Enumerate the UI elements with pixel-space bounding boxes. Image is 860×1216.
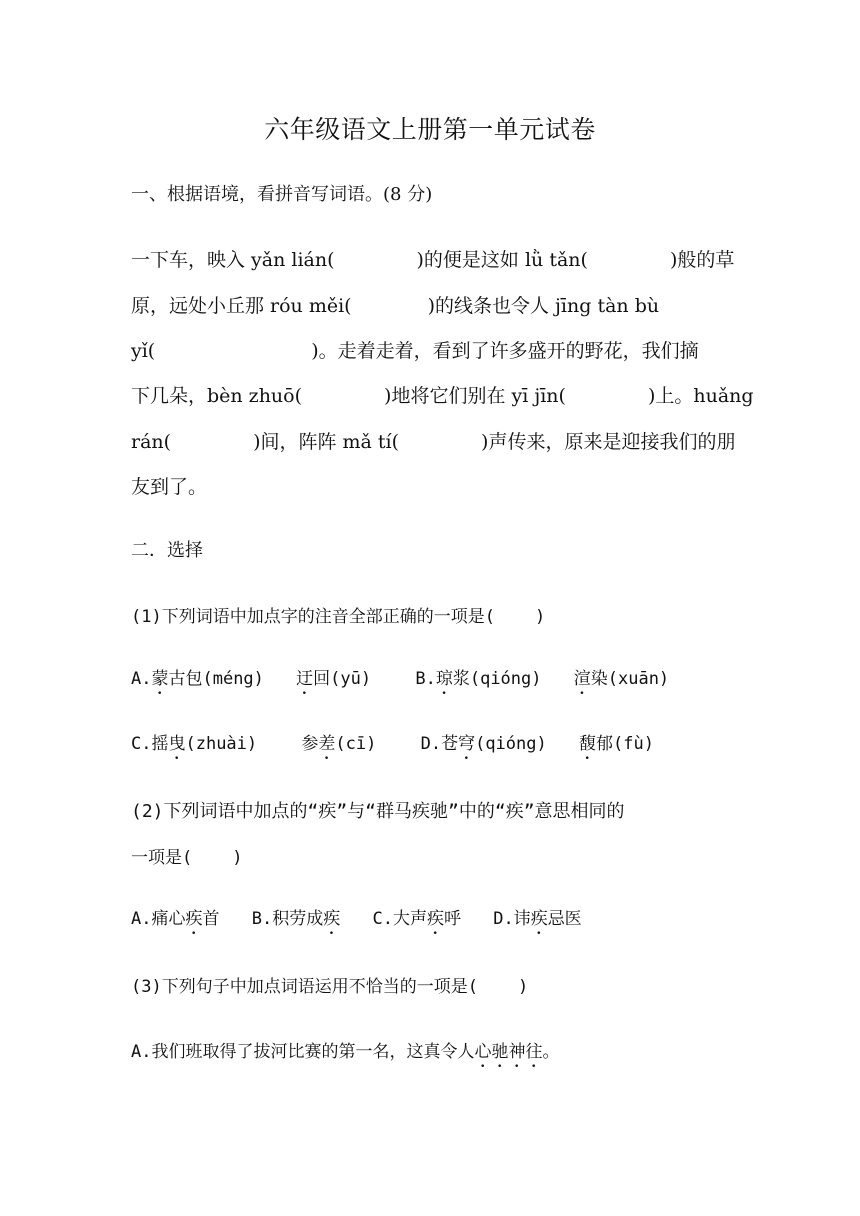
question-text: (3)下列句子中加点词语运用不恰当的一项是( [131, 977, 478, 997]
question-2-stem-line2 [131, 843, 243, 868]
option-D: D.讳疾忌医 [493, 909, 582, 929]
passage-text: )般的草 [669, 249, 735, 271]
passage-text: yǐ( [131, 340, 156, 362]
question-text: (1)下列词语中加点字的注音全部正确的一项是( [131, 607, 495, 627]
question-2-stem-line1: (2)下列词语中加点的“疾”与“群马疾驰”中的“疾”意思相同的 [131, 801, 625, 822]
option-B: B.积劳成疾 [251, 909, 341, 929]
passage-line-2 [131, 291, 659, 318]
passage-text: )地将它们别在 yī jīn( [384, 385, 566, 407]
question-3-option-A [131, 1037, 559, 1072]
question-1-options-row2 [131, 729, 654, 764]
page-title: 六年级语文上册第一单元试卷 [264, 115, 596, 144]
option-B-word1: B.琼浆(qióng) [415, 669, 542, 689]
passage-line-6: 友到了。 [131, 476, 208, 498]
question-1-options-row1 [131, 664, 669, 699]
passage-line-5 [131, 427, 735, 454]
question-3-stem [131, 972, 528, 997]
option-D-word1: D.苍穹(qióng) [420, 734, 547, 754]
section2-heading: 二．选择 [131, 540, 203, 561]
passage-text: )上。huǎng [647, 385, 754, 407]
option-A-word2: 迂回(yū) [296, 669, 372, 689]
passage-line-1 [131, 245, 734, 272]
question-text: ) [232, 848, 243, 868]
passage-text: rán( [131, 431, 172, 453]
passage-line-4 [131, 381, 754, 408]
option-text: A.我们班取得了拔河比赛的第一名，这真令人 [131, 1042, 475, 1062]
option-A-word1: A.蒙古包(méng) [131, 669, 264, 689]
question-1-stem [131, 602, 545, 627]
question-text: ) [517, 977, 529, 997]
dotted-phrase: 心驰神往 [474, 1042, 543, 1062]
option-C-word2: 参差(cī) [301, 734, 377, 754]
option-C: C.大声疾呼 [372, 909, 461, 929]
passage-text: )的线条也令人 jīng tàn bù [427, 295, 660, 317]
passage-text: )的便是这如 lǜ tǎn( [416, 249, 588, 271]
section1-heading: 一、根据语境，看拼音写词语。(8 分) [131, 184, 433, 205]
option-text: 。 [542, 1042, 560, 1062]
passage-text: )间，阵阵 mǎ tí( [253, 431, 400, 453]
passage-text: )声传来，原来是迎接我们的朋 [481, 431, 736, 453]
passage-text: 下几朵，bèn zhuō( [131, 385, 303, 407]
passage-text: )。走着走着，看到了许多盛开的野花，我们摘 [311, 340, 699, 362]
passage-text: 一下车，映入 yǎn lián( [131, 249, 335, 271]
question-text: 一项是( [131, 848, 193, 868]
option-C-word1: C.摇曳(zhuài) [131, 734, 258, 754]
passage-line-3 [131, 336, 699, 363]
option-D-word2: 馥郁(fù) [578, 734, 654, 754]
question-text: ) [534, 607, 546, 627]
question-2-options [131, 904, 582, 939]
passage-text: 原，远处小丘那 róu měi( [131, 295, 352, 317]
option-A: A.痛心疾首 [131, 909, 220, 929]
option-B-word2: 渲染(xuān) [573, 669, 670, 689]
